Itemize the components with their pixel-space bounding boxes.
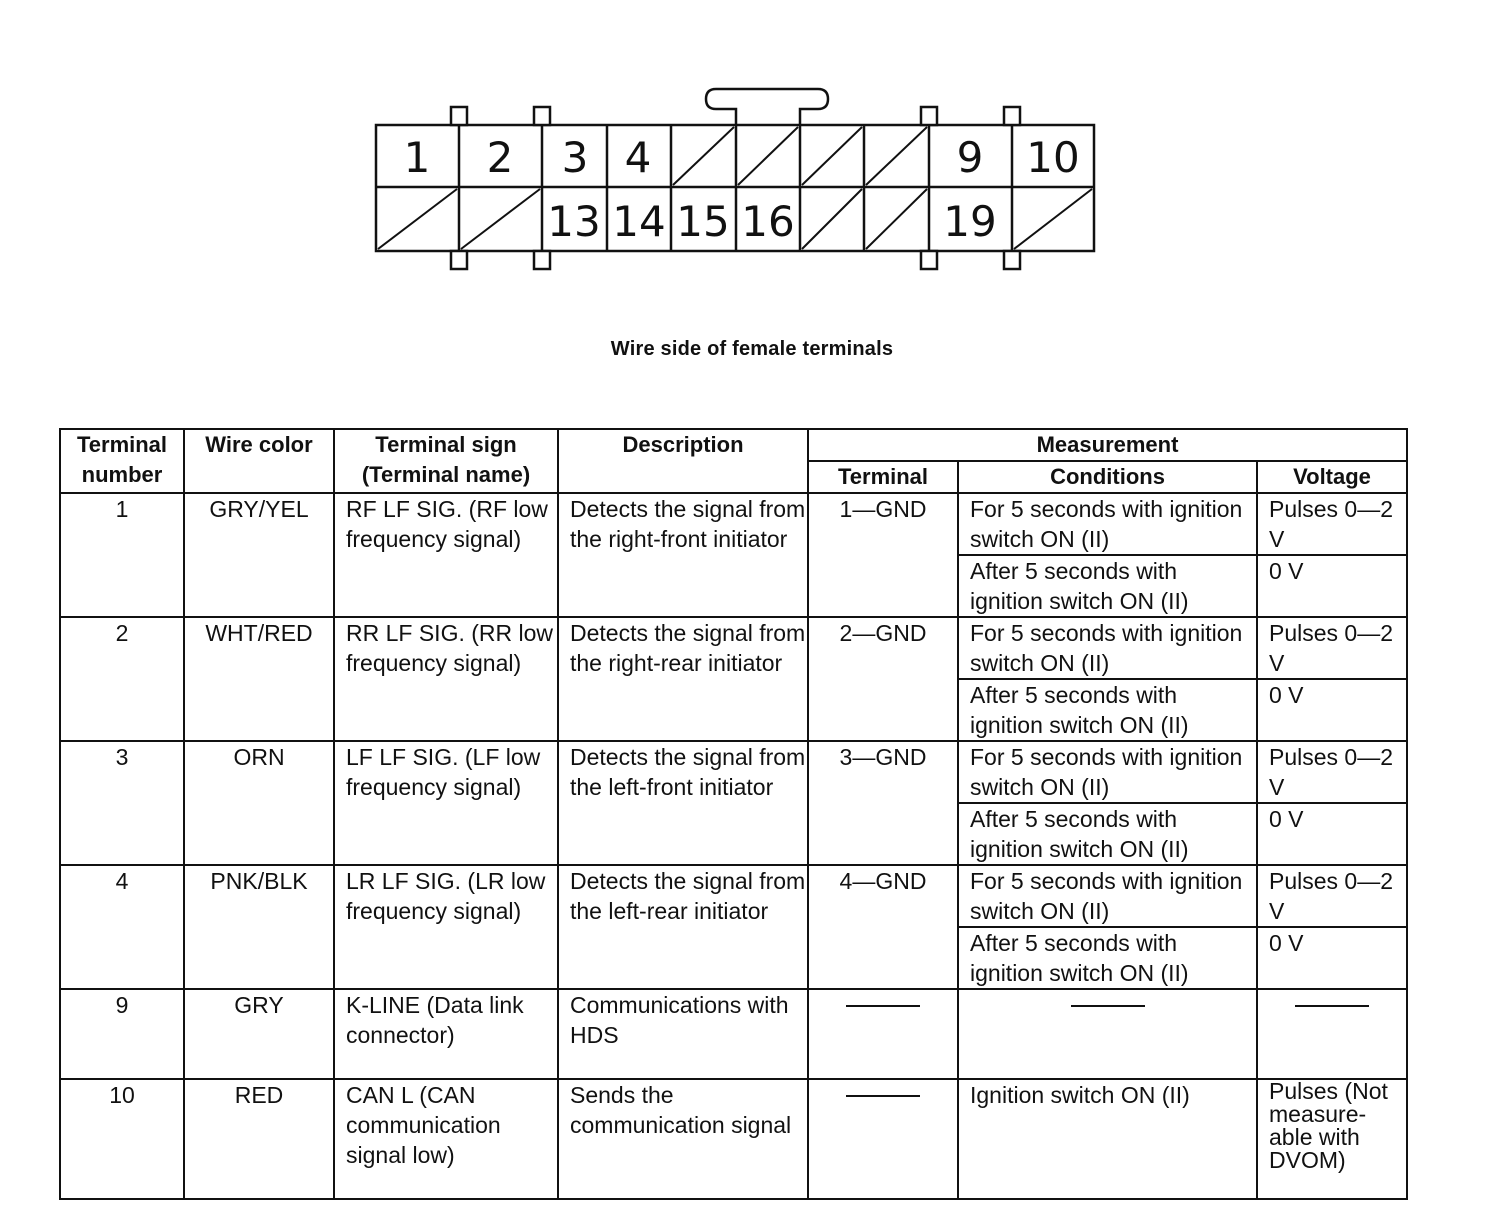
terminal-number: 9 <box>60 989 184 1079</box>
dash-mark <box>846 1005 920 1007</box>
measurement-voltage: 0 V <box>1257 927 1407 989</box>
pin-label-bottom-13: 13 <box>547 197 601 246</box>
header-wire-color: Wire color <box>184 429 334 493</box>
measurement-condition: Ignition switch ON (II) <box>958 1079 1257 1199</box>
wire-color: GRY/YEL <box>184 493 334 617</box>
measurement-voltage-empty <box>1257 989 1407 1079</box>
description: Detects the signal from the right-front initiator <box>558 493 808 617</box>
measurement-condition: For 5 seconds with ignition switch ON (II) <box>958 865 1257 927</box>
measurement-condition: For 5 seconds with ignition switch ON (II) <box>958 493 1257 555</box>
measurement-condition: After 5 seconds with ignition switch ON (II) <box>958 555 1257 617</box>
terminal-table <box>59 428 1408 1200</box>
description: Detects the signal from the right-rear initiator <box>558 617 808 741</box>
dash-mark <box>1295 1005 1369 1007</box>
connector-latch <box>706 89 828 125</box>
measurement-voltage: Pulses 0—2 V <box>1257 493 1407 555</box>
table-row <box>60 741 1407 803</box>
description: Detects the signal from the left-rear initiator <box>558 865 808 989</box>
pin-label-top-4: 4 <box>624 133 652 182</box>
header-description: Description <box>558 429 808 493</box>
terminal-number: 10 <box>60 1079 184 1199</box>
measurement-condition-empty <box>958 989 1257 1079</box>
header-measurement: Measurement <box>808 429 1407 461</box>
measurement-voltage: 0 V <box>1257 679 1407 741</box>
measurement-voltage: Pulses (Not measure-able with DVOM) <box>1257 1079 1407 1199</box>
measurement-terminal: 3—GND <box>808 741 958 865</box>
terminal-sign: LF LF SIG. (LF low frequency signal) <box>334 741 558 865</box>
pin-label-bottom-14: 14 <box>612 197 666 246</box>
description: Detects the signal from the left-front initiator <box>558 741 808 865</box>
header-measurement-terminal: Terminal <box>808 461 958 493</box>
wire-color: RED <box>184 1079 334 1199</box>
connector-cell-dividers <box>459 125 1012 251</box>
wire-color: ORN <box>184 741 334 865</box>
measurement-terminal: 1—GND <box>808 493 958 617</box>
measurement-voltage: Pulses 0—2 V <box>1257 617 1407 679</box>
measurement-terminal-empty <box>808 989 958 1079</box>
terminal-number: 2 <box>60 617 184 741</box>
table-row <box>60 865 1407 927</box>
header-measurement-conditions: Conditions <box>958 461 1257 493</box>
measurement-condition: After 5 seconds with ignition switch ON (II) <box>958 803 1257 865</box>
measurement-terminal-empty <box>808 1079 958 1199</box>
description: Communications with HDS <box>558 989 808 1079</box>
measurement-condition: After 5 seconds with ignition switch ON (II) <box>958 927 1257 989</box>
terminal-sign: K-LINE (Data link connector) <box>334 989 558 1079</box>
pin-label-bottom-19: 19 <box>943 197 997 246</box>
measurement-condition: For 5 seconds with ignition switch ON (II) <box>958 741 1257 803</box>
table-row <box>60 617 1407 679</box>
connector-diagram <box>0 0 1504 320</box>
measurement-terminal: 2—GND <box>808 617 958 741</box>
measurement-voltage: Pulses 0—2 V <box>1257 865 1407 927</box>
wire-color: WHT/RED <box>184 617 334 741</box>
pin-label-top-3: 3 <box>561 133 589 182</box>
table-row <box>60 989 1407 1079</box>
pin-label-bottom-15: 15 <box>676 197 730 246</box>
pin-label-top-2: 2 <box>486 133 514 182</box>
diagram-caption: Wire side of female terminals <box>610 338 894 360</box>
wire-color: PNK/BLK <box>184 865 334 989</box>
table-row <box>60 493 1407 555</box>
measurement-voltage: 0 V <box>1257 555 1407 617</box>
table-row <box>60 1079 1407 1199</box>
terminal-number: 3 <box>60 741 184 865</box>
description: Sends the communication signal <box>558 1079 808 1199</box>
terminal-number: 1 <box>60 493 184 617</box>
wire-color: GRY <box>184 989 334 1079</box>
header-terminal-number: Terminal number <box>60 429 184 493</box>
measurement-condition: After 5 seconds with ignition switch ON (II) <box>958 679 1257 741</box>
terminal-number: 4 <box>60 865 184 989</box>
header-measurement-voltage: Voltage <box>1257 461 1407 493</box>
measurement-condition: For 5 seconds with ignition switch ON (II) <box>958 617 1257 679</box>
pin-label-top-1: 1 <box>403 133 431 182</box>
header-terminal-sign: Terminal sign (Terminal name) <box>334 429 558 493</box>
pin-label-bottom-16: 16 <box>741 197 795 246</box>
terminal-sign: LR LF SIG. (LR low frequency signal) <box>334 865 558 989</box>
terminal-sign: CAN L (CAN communication signal low) <box>334 1079 558 1199</box>
terminal-sign: RF LF SIG. (RF low frequency signal) <box>334 493 558 617</box>
measurement-voltage: Pulses 0—2 V <box>1257 741 1407 803</box>
measurement-voltage: 0 V <box>1257 803 1407 865</box>
pin-label-top-10: 10 <box>1026 133 1080 182</box>
pin-label-top-9: 9 <box>956 133 984 182</box>
dash-mark <box>1071 1005 1145 1007</box>
terminal-sign: RR LF SIG. (RR low frequency signal) <box>334 617 558 741</box>
dash-mark <box>846 1095 920 1097</box>
measurement-terminal: 4—GND <box>808 865 958 989</box>
